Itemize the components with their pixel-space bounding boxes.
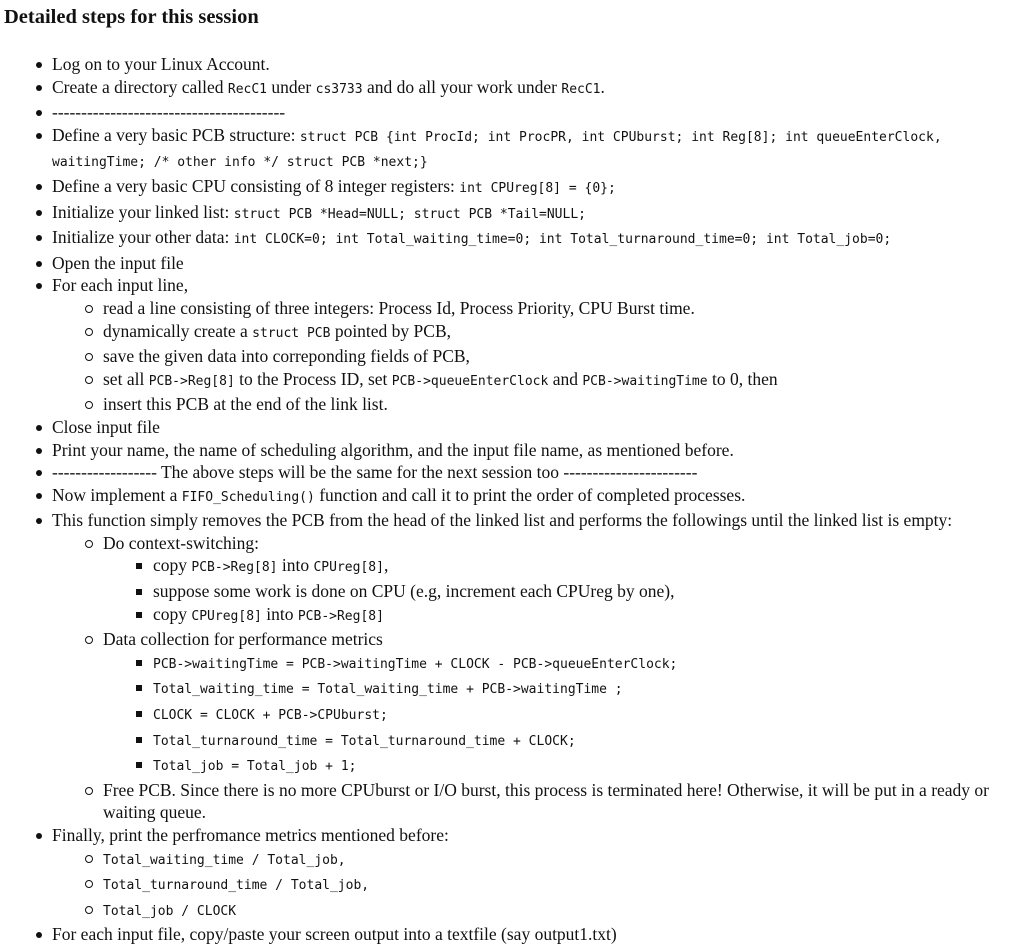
sub-sub-list-item: Total_job = Total_job + 1; [135, 753, 1018, 779]
list-item: This function simply removes the PCB from the head of the linked list and performs the followings until the linked list is empty: Do context-switching: copy PCB->Reg[8] into CPUreg[8], suppose some work is done on CPU (e.g, increment each CPUreg by one), copy CPUreg[8] into PCB->Reg[8] Data collection for performance metrics PCB->waitingTime = PCB->waitingTime + CLOCK - PCB->queueEnterClock; Total_waiting_time = Total_waiting_time + PCB->waitingTime ; CLOCK = CLOCK + PCB->CPUburst; Total_turnaround_time = Total_turnaround_time + CLOCK; Total_job = Total_job + 1; Free PCB. Since there is no more CPUburst or I/O burst, this process is terminated here! Otherwise, it will be put in a ready or waiting queue. [34, 509, 1018, 824]
sub-list-item: Data collection for performance metrics PCB->waitingTime = PCB->waitingTime + CLOCK - PCB->queueEnterClock; Total_waiting_time = Total_waiting_time + PCB->waitingTime ; CLOCK = CLOCK + PCB->CPUburst; Total_turnaround_time = Total_turnaround_time + CLOCK; Total_job = Total_job + 1; [85, 628, 1018, 779]
list-item: Log on to your Linux Account. [34, 53, 1018, 76]
sub-sub-list-item: copy CPUreg[8] into PCB->Reg[8] [135, 603, 1018, 629]
list-item: Initialize your other data: int CLOCK=0; int Total_waiting_time=0; int Total_turnaround_time=0; int Total_job=0; [34, 226, 1018, 252]
list-item: Print your name, the name of scheduling algorithm, and the input file name, as mentioned before. [34, 439, 1018, 462]
sub-sub-list-item: suppose some work is done on CPU (e.g, increment each CPUreg by one), [135, 580, 1018, 603]
sub-list-item: save the given data into correponding fields of PCB, [85, 345, 1018, 368]
sub-list-item: Total_waiting_time / Total_job, [85, 847, 1018, 873]
list-item: For each input file, copy/paste your screen output into a textfile (say output1.txt) [34, 923, 1018, 946]
steps-list [34, 53, 1018, 946]
sub-sub-list-item: CLOCK = CLOCK + PCB->CPUburst; [135, 702, 1018, 728]
list-item: Define a very basic CPU consisting of 8 integer registers: int CPUreg[8] = {0}; [34, 175, 1018, 201]
list-item: For each input line, read a line consisting of three integers: Process Id, Process Priority, CPU Burst time. dynamically create a struct PCB pointed by PCB, save the given data into correponding fields of PCB, set all PCB->Reg[8] to the Process ID, set PCB->queueEnterClock and PCB->waitingTime to 0, then insert this PCB at the end of the link list. [34, 274, 1018, 416]
sub-sub-list-item: copy PCB->Reg[8] into CPUreg[8], [135, 554, 1018, 580]
sub-list-item: Free PCB. Since there is no more CPUburst or I/O burst, this process is terminated here! Otherwise, it will be put in a ready or waiting queue. [85, 779, 1018, 824]
sub-list-item: read a line consisting of three integers: Process Id, Process Priority, CPU Burst time. [85, 297, 1018, 320]
list-item: ------------------ The above steps will be the same for the next session too ----------------------- [34, 461, 1018, 484]
list-item: Define a very basic PCB structure: struct PCB {int ProcId; int ProcPR, int CPUburst; int Reg[8]; int queueEnterClock, waitingTime; /* other info */ struct PCB *next;} [34, 124, 1018, 175]
list-item: Open the input file [34, 252, 1018, 275]
sub-list-item: Total_turnaround_time / Total_job, [85, 872, 1018, 898]
list-item: Initialize your linked list: struct PCB *Head=NULL; struct PCB *Tail=NULL; [34, 201, 1018, 227]
sub-sub-list-item: Total_waiting_time = Total_waiting_time + PCB->waitingTime ; [135, 676, 1018, 702]
sub-sub-list-item: Total_turnaround_time = Total_turnaround_time + CLOCK; [135, 728, 1018, 754]
page-title: Detailed steps for this session [4, 6, 259, 28]
sub-list-item: Total_job / CLOCK [85, 898, 1018, 924]
sub-list-item: dynamically create a struct PCB pointed by PCB, [85, 320, 1018, 346]
list-item: Now implement a FIFO_Scheduling() function and call it to print the order of completed processes. [34, 484, 1018, 510]
list-item: Create a directory called RecC1 under cs3733 and do all your work under RecC1. [34, 76, 1018, 102]
sub-list-item: set all PCB->Reg[8] to the Process ID, set PCB->queueEnterClock and PCB->waitingTime to 0, then [85, 368, 1018, 394]
sub-sub-list-item: PCB->waitingTime = PCB->waitingTime + CLOCK - PCB->queueEnterClock; [135, 651, 1018, 677]
list-item: Close input file [34, 416, 1018, 439]
list-item: ---------------------------------------- [34, 101, 1018, 124]
list-item: Finally, print the perfromance metrics mentioned before: Total_waiting_time / Total_job, Total_turnaround_time / Total_job, Total_job / CLOCK [34, 824, 1018, 923]
sub-list-item: Do context-switching: copy PCB->Reg[8] into CPUreg[8], suppose some work is done on CPU (e.g, increment each CPUreg by one), copy CPUreg[8] into PCB->Reg[8] [85, 532, 1018, 628]
sub-list-item: insert this PCB at the end of the link list. [85, 393, 1018, 416]
